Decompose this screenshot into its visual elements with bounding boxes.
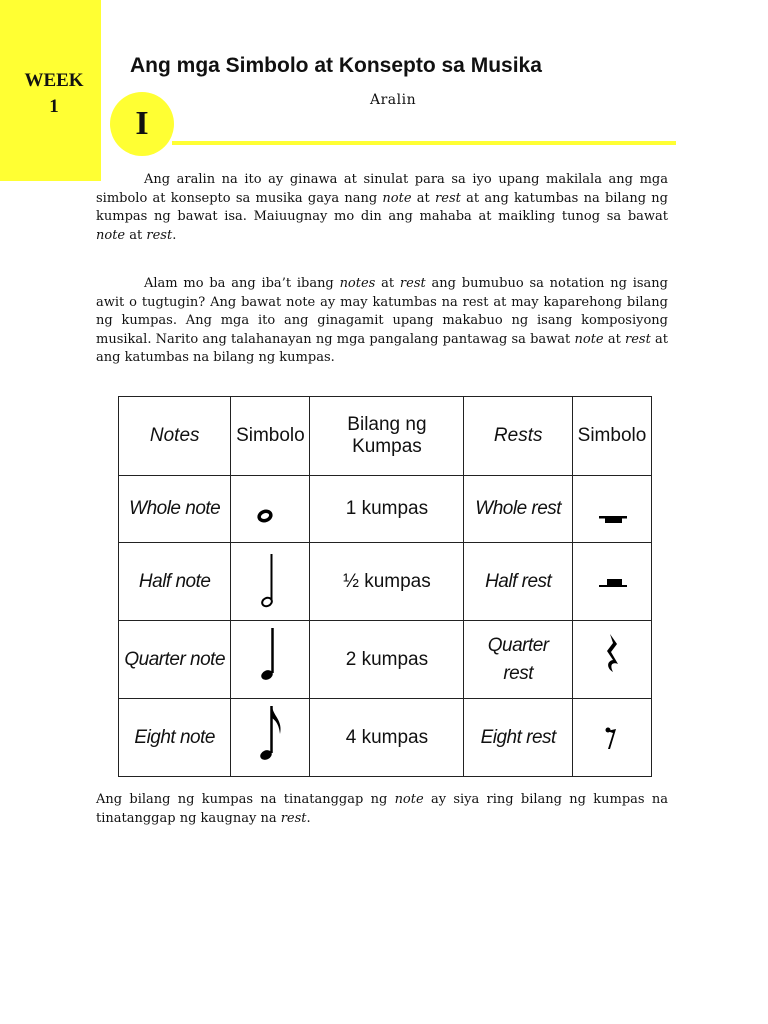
text-run-italic: note	[96, 227, 126, 243]
beat-count: ½ kumpas	[310, 543, 464, 621]
text-run-italic: rest	[399, 276, 426, 291]
page-title: Ang mga Simbolo at Konsepto sa Musika	[130, 54, 542, 77]
header-simbolo: Simbolo	[231, 397, 310, 476]
rest-name-text: Quarter rest	[487, 634, 549, 684]
text-run: .	[172, 227, 177, 243]
intro-paragraph	[96, 171, 668, 245]
rest-symbol-cell	[572, 699, 651, 777]
week-label	[0, 68, 108, 120]
quarter-note-icon	[231, 622, 309, 692]
note-name: Half note	[119, 543, 231, 621]
notes-rests-table	[118, 396, 652, 777]
rest-symbol-cell	[572, 543, 651, 621]
title-underline	[172, 141, 676, 145]
rest-name: Half rest	[464, 543, 573, 621]
beat-count: 1 kumpas	[310, 476, 464, 543]
page-subtitle: Aralin	[370, 92, 417, 108]
half-rest-icon	[573, 544, 651, 614]
closing-paragraph	[96, 791, 668, 828]
beat-count: 2 kumpas	[310, 621, 464, 699]
text-run: Ang bilang ng kumpas na tinatanggap ng	[96, 792, 395, 807]
table-row	[119, 543, 652, 621]
text-run-italic: note	[574, 331, 604, 347]
text-run-italic: rest	[435, 190, 461, 206]
table-row	[119, 476, 652, 543]
week-number: 1	[49, 96, 59, 117]
table-row	[119, 699, 652, 777]
note-symbol-cell	[231, 699, 310, 777]
explanation-paragraph	[96, 275, 668, 368]
eighth-rest-icon	[573, 700, 651, 770]
table-row	[119, 621, 652, 699]
text-run: at	[411, 190, 436, 206]
text-run-italic: notes	[339, 276, 376, 291]
section-badge	[110, 92, 174, 156]
header-bilang: Bilang ng Kumpas	[310, 397, 464, 476]
text-run-italic: rest	[625, 331, 651, 347]
text-run: at ang katumbas na bilang ng kumpas ng bawat isa. Maiuugnay mo din ang mahaba at maikling tunog sa bawat	[96, 190, 668, 224]
rest-name: Whole rest	[464, 476, 573, 543]
half-note-icon	[231, 544, 309, 614]
text-run: at	[375, 276, 400, 291]
section-badge-letter: I	[135, 105, 149, 142]
text-run: Alam mo ba ang iba’t ibang	[144, 276, 340, 291]
text-run: ang bumubuo sa notation ng isang awit o tugtugin? Ang bawat note ay may katumbas na rest at may kaparehong bilang ng kumpas. Ang mga ito ang ginagamit upang makabuo ng isang komposiyong musikal. Narito ang talahanayan ng mga pangalang pantawag sa bawat	[96, 276, 668, 347]
rest-name: Eight rest	[464, 699, 573, 777]
note-name: Quarter note	[119, 621, 231, 699]
text-run: .	[306, 810, 311, 826]
note-symbol-cell	[231, 476, 310, 543]
note-symbol-cell	[231, 543, 310, 621]
quarter-rest-icon	[573, 622, 651, 692]
note-name: Eight note	[119, 699, 231, 777]
text-run: ay siya ring bilang ng kumpas na tinatanggap ng kaugnay na	[96, 792, 668, 826]
rest-symbol-cell	[572, 476, 651, 543]
text-run: at ang katumbas na bilang ng kumpas.	[96, 331, 669, 365]
text-run-italic: note	[394, 792, 424, 807]
text-run: at	[125, 227, 147, 243]
beat-count: 4 kumpas	[310, 699, 464, 777]
text-run-italic: rest	[280, 810, 307, 826]
eighth-note-icon	[231, 700, 309, 770]
rest-name	[464, 621, 573, 699]
header-notes: Notes	[119, 397, 231, 476]
text-run-italic: rest	[146, 227, 173, 243]
whole-rest-icon	[573, 476, 651, 536]
whole-note-icon	[231, 476, 309, 536]
week-label-text: WEEK	[24, 70, 84, 91]
header-rests: Rests	[464, 397, 573, 476]
note-name: Whole note	[119, 476, 231, 543]
table-header-row	[119, 397, 652, 476]
note-symbol-cell	[231, 621, 310, 699]
rest-symbol-cell	[572, 621, 651, 699]
header-simbolo-rest: Simbolo	[572, 397, 651, 476]
text-run: Ang aralin na ito ay ginawa at sinulat para sa iyo upang makilala ang mga simbolo at konsepto sa musika gaya nang	[96, 172, 668, 206]
text-run: at	[603, 331, 626, 347]
text-run-italic: note	[382, 190, 412, 206]
